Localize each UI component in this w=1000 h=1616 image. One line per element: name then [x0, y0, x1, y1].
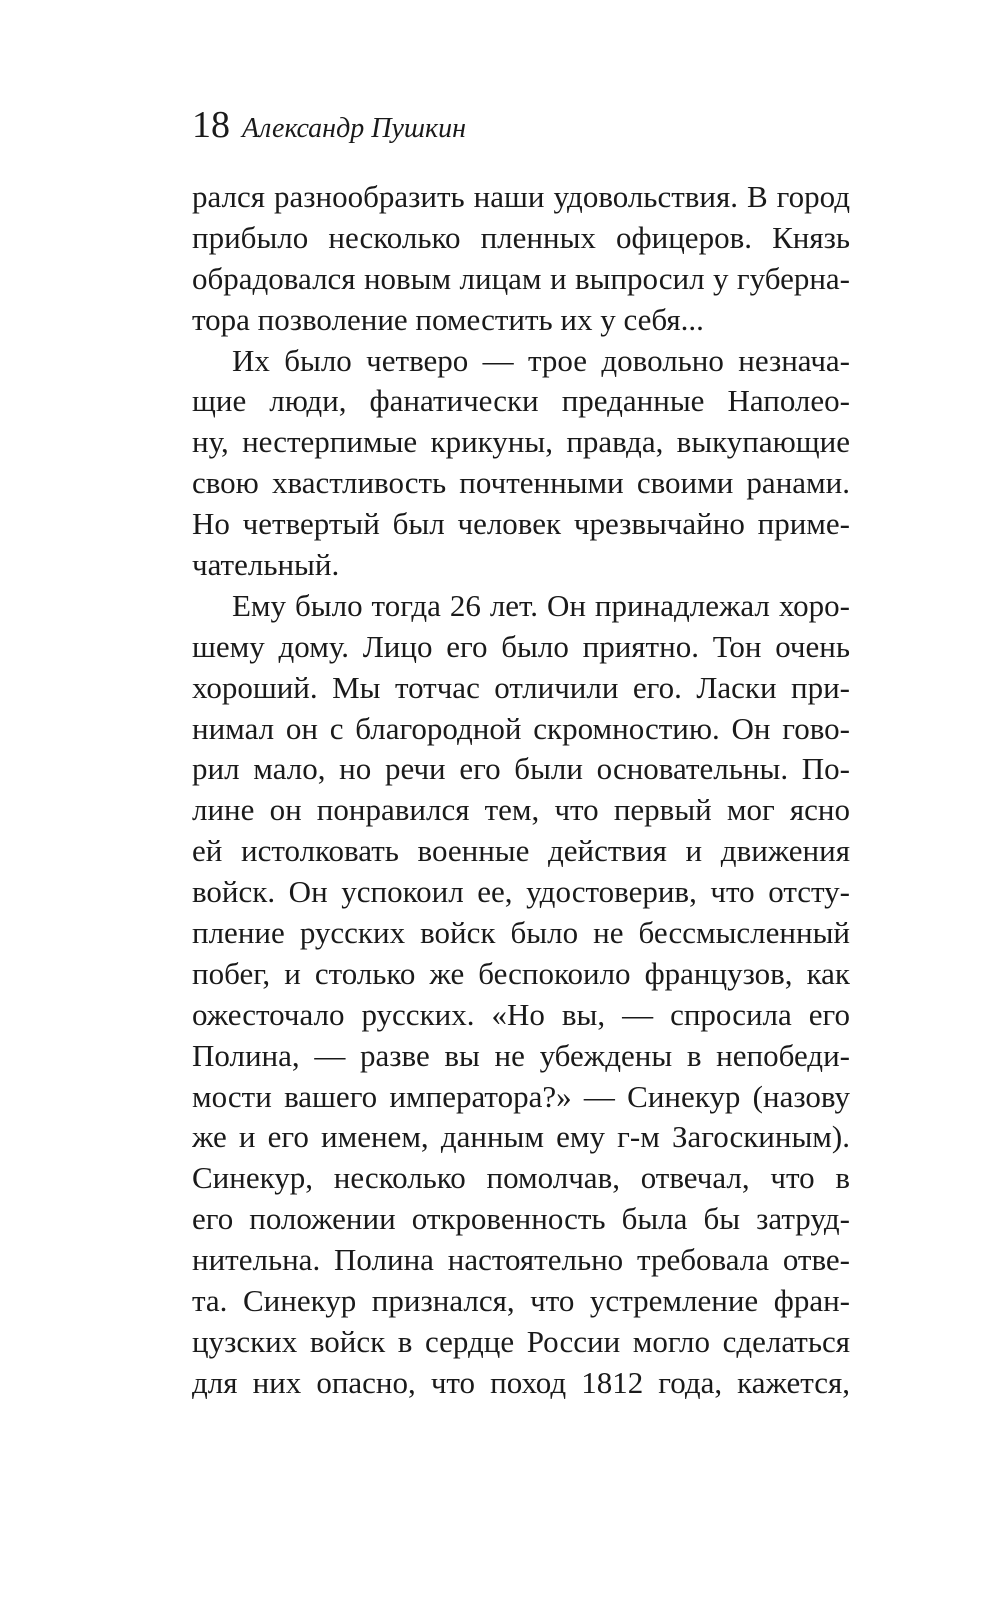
page-number: 18: [192, 104, 230, 146]
body-text: [192, 177, 850, 1404]
text-line: Ему было тогда 26 лет. Он принадлежал хоро-: [232, 587, 850, 623]
paragraph: [192, 341, 850, 586]
text-line: нительна. Полина настоятельно требовала отве-: [192, 1242, 850, 1278]
text-line: Полина, — разве вы не убеждены в непобеди-: [192, 1037, 850, 1073]
paragraph: [192, 586, 850, 1404]
text-line: рался разнообразить наши удовольствия. В город: [192, 179, 850, 214]
text-line: Синекур, несколько помолчав, отвечал, что в: [192, 1160, 850, 1196]
running-head-author: Александр Пушкин: [242, 113, 466, 144]
text-line: шему дому. Лицо его было приятно. Тон очень: [192, 628, 850, 664]
text-line: пление русских войск было не бессмысленный: [192, 915, 850, 951]
text-line: же и его именем, данным ему г-м Загоскиным).: [192, 1119, 850, 1155]
text-line: рил мало, но речи его были основательны. По-: [192, 751, 850, 787]
text-line: ожесточало русских. «Но вы, — спросила его: [192, 996, 850, 1032]
text-line: лине он понравился тем, что первый мог ясно: [192, 792, 850, 828]
text-line: свою хвастливость почтенными своими ранами.: [192, 465, 850, 501]
text-line: побег, и столько же беспокоило французов, как: [192, 955, 850, 991]
text-line: чательный.: [192, 547, 340, 583]
text-line: нимал он с благородной скромностию. Он гово-: [192, 710, 850, 746]
text-line: войск. Он успокоил ее, удостоверив, что отсту-: [192, 874, 850, 910]
text-line: ну, нестерпимые крикуны, правда, выкупающие: [192, 424, 850, 460]
text-line: обрадовался новым лицам и выпросил у губерна-: [192, 260, 850, 296]
text-line: хороший. Мы тотчас отличили его. Ласки при-: [192, 669, 850, 705]
text-line: Но четвертый был человек чрезвычайно приме-: [192, 506, 850, 542]
text-line: мости вашего императора?» — Синекур (назову: [192, 1078, 850, 1114]
running-head: [192, 106, 466, 144]
text-line: ей истолковать военные действия и движения: [192, 833, 850, 869]
text-line: цузских войск в сердце России могло сделаться: [192, 1323, 850, 1359]
text-line: прибыло несколько пленных офицеров. Князь: [192, 219, 850, 255]
text-line: для них опасно, что поход 1812 года, кажется,: [192, 1364, 850, 1400]
text-line: Их было четверо — трое довольно незнача-: [232, 342, 850, 378]
paragraph: [192, 177, 850, 341]
text-line: его положении откровенность была бы затруд-: [192, 1201, 850, 1237]
text-line: та. Синекур признался, что устремление фран-: [192, 1283, 850, 1319]
text-line: тора позволение поместить их у себя...: [192, 301, 704, 337]
text-line: щие люди, фанатически преданные Наполео-: [192, 383, 850, 419]
